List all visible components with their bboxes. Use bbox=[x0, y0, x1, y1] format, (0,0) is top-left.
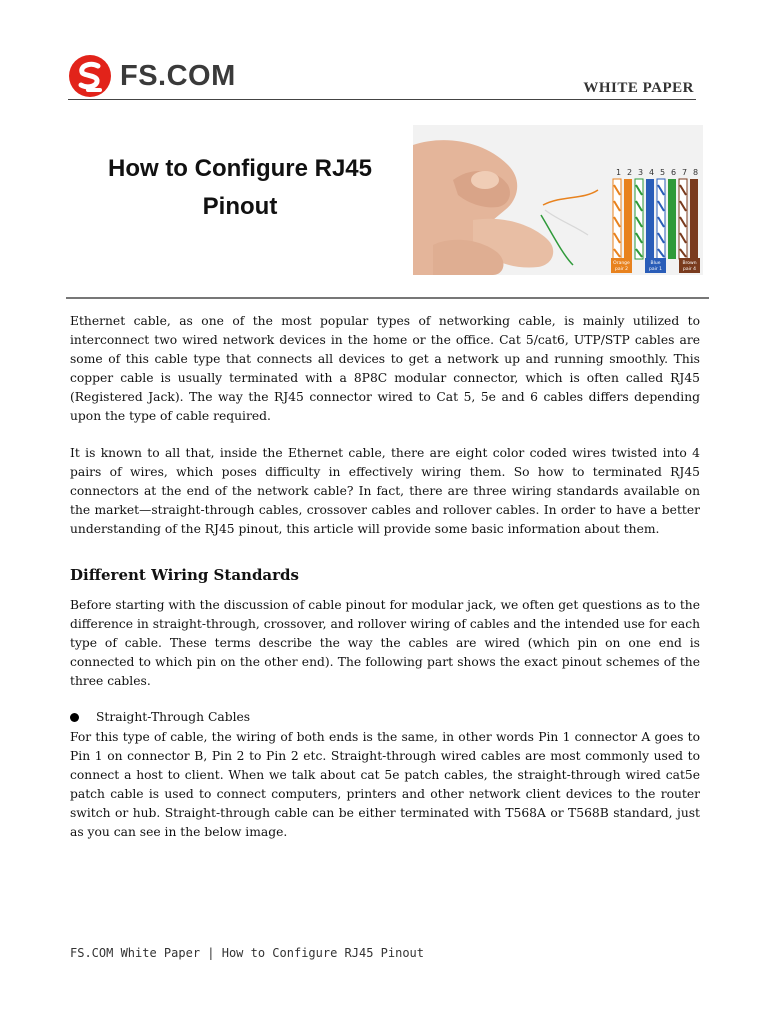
pin-number: 8 bbox=[693, 168, 699, 177]
logo-text: FS.COM bbox=[120, 59, 236, 92]
header-divider bbox=[68, 99, 696, 100]
pin-number: 3 bbox=[638, 168, 644, 177]
section-heading: Different Wiring Standards bbox=[70, 566, 299, 584]
pin-number: 1 bbox=[616, 168, 622, 177]
hero-image bbox=[413, 125, 703, 275]
pair-label: Blue bbox=[650, 261, 661, 266]
page-footer: FS.COM White Paper | How to Configure RJ45 Pinout bbox=[70, 946, 425, 960]
pair-label: Orange bbox=[613, 261, 630, 266]
title-line-2: Pinout bbox=[202, 193, 278, 220]
bullet-paragraph: For this type of cable, the wiring of both ends is the same, in other words Pin 1 connector A goes to Pin 1 on connector B, Pin 2 to Pin 2 etc. Straight-through wired cables are most commonly used to connect a host to client. When we talk about cat 5e patch cables, the straight-through wired cat5e patch cable is used to connect computers, printers and other network client devices to the router switch or hub. Straight-through cable can be either terminated with T568A or T568B standard, just as you can see in the below image. bbox=[70, 730, 700, 839]
page-title bbox=[70, 150, 410, 226]
intro-paragraph-1: Ethernet cable, as one of the most popular types of networking cable, is mainly utilized to interconnect two wired network devices in the home or the office. Cat 5/cat6, UTP/STP cables are some of this cable type that connects all devices to get a network up and running smoothly. This copper cable is usually terminated with a 8P8C modular connector, which is often called RJ45 (Registered Jack). The way the RJ45 connector wired to Cat 5, 5e and 6 cables differs depending upon the type of cable required. bbox=[70, 314, 700, 423]
bullet-dot-icon bbox=[70, 713, 79, 722]
pin-number: 5 bbox=[660, 168, 666, 177]
bullet-label: Straight-Through Cables bbox=[96, 710, 251, 724]
section-paragraph: Before starting with the discussion of cable pinout for modular jack, we often get questions as to the difference in straight-through, crossover, and rollover wiring of cables and the intended use for each type of cable. These terms describe the way the cables are wired (which pin on one end is connected to which pin on the other end). The following part shows the exact pinout schemes of the three cables. bbox=[70, 598, 700, 688]
pair-label: pair 1 bbox=[648, 267, 663, 272]
rj45-wiring-illustration bbox=[413, 125, 703, 275]
title-divider bbox=[66, 297, 709, 299]
pin-number: 2 bbox=[627, 168, 633, 177]
pair-label: pair 2 bbox=[614, 267, 629, 272]
pair-label: pair 4 bbox=[682, 267, 697, 272]
title-line-1: How to Configure RJ45 bbox=[107, 155, 372, 182]
pin-number: 6 bbox=[671, 168, 677, 177]
pair-label: Brown bbox=[682, 261, 697, 266]
doc-type-label: WHITE PAPER bbox=[583, 80, 694, 96]
bullet-item bbox=[70, 710, 250, 724]
pin-number: 4 bbox=[649, 168, 655, 177]
intro-paragraph-2: It is known to all that, inside the Ethernet cable, there are eight color coded wires twisted into 4 pairs of wires, which poses difficulty in effectively wiring them. So how to terminated RJ45 connectors at the end of the network cable? In fact, there are three wiring standards available on the market—straight-through cables, crossover cables and rollover cables. In order to have a better understanding of the RJ45 pinout, this article will provide some basic information about them. bbox=[70, 446, 700, 536]
fs-logo-icon bbox=[68, 54, 112, 98]
fs-logo bbox=[68, 55, 236, 97]
pair-labels bbox=[611, 258, 700, 273]
pin-number: 7 bbox=[682, 168, 688, 177]
